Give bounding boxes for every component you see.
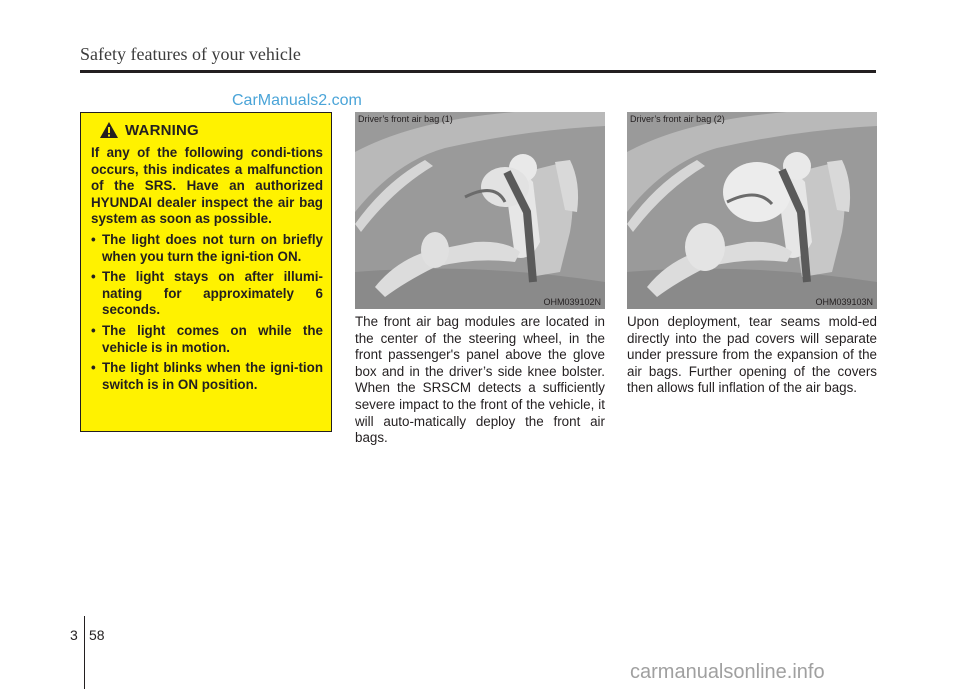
page-number: 58 — [89, 627, 105, 643]
paragraph-front-airbag-location: The front air bag modules are located in the center of the steering wheel, in the front passenger's panel above the glove box and in the driver’s side knee bolster. When the SRSCM detects a sufficiently severe impact to the front of the vehicle, it will auto-matically deploy the front air bags. — [355, 314, 605, 446]
watermark-bottom[interactable]: carmanualsonline.info — [630, 661, 825, 683]
section-number: 3 — [70, 627, 78, 643]
airbag-illustration-1 — [355, 112, 605, 309]
figure-code: OHM039102N — [543, 297, 601, 307]
warning-box — [80, 112, 332, 432]
warning-item: • The light stays on after illumi-nating for approximately 6 seconds. — [91, 269, 323, 319]
figure-airbag-2 — [627, 112, 877, 309]
paragraph-deployment: Upon deployment, tear seams mold-ed directly into the pad covers will separate under pressure from the expansion of the air bags. Further opening of the covers then allows full inflation of the air bags. — [627, 314, 877, 396]
warning-triangle-icon — [99, 121, 119, 139]
warning-list — [91, 232, 323, 393]
figure-airbag-1 — [355, 112, 605, 309]
header-rule — [80, 70, 876, 73]
page-header-title: Safety features of your vehicle — [80, 44, 301, 64]
figure-caption: Driver’s front air bag (2) — [630, 114, 725, 124]
warning-item: • The light comes on while the vehicle is in motion. — [91, 323, 323, 356]
warning-item: • The light does not turn on briefly when you turn the igni-tion ON. — [91, 232, 323, 265]
figure-code: OHM039103N — [815, 297, 873, 307]
warning-header — [91, 121, 323, 139]
footer-divider — [84, 616, 85, 689]
warning-item: • The light blinks when the igni-tion switch is in ON position. — [91, 360, 323, 393]
figure-caption: Driver’s front air bag (1) — [358, 114, 453, 124]
warning-intro: If any of the following condi-tions occurs, this indicates a malfunction of the SRS. Have an authorized HYUNDAI dealer inspect the air bag system as soon as possible. — [91, 145, 323, 227]
watermark-top[interactable]: CarManuals2.com — [232, 92, 362, 109]
airbag-illustration-2 — [627, 112, 877, 309]
warning-title: WARNING — [125, 121, 199, 139]
